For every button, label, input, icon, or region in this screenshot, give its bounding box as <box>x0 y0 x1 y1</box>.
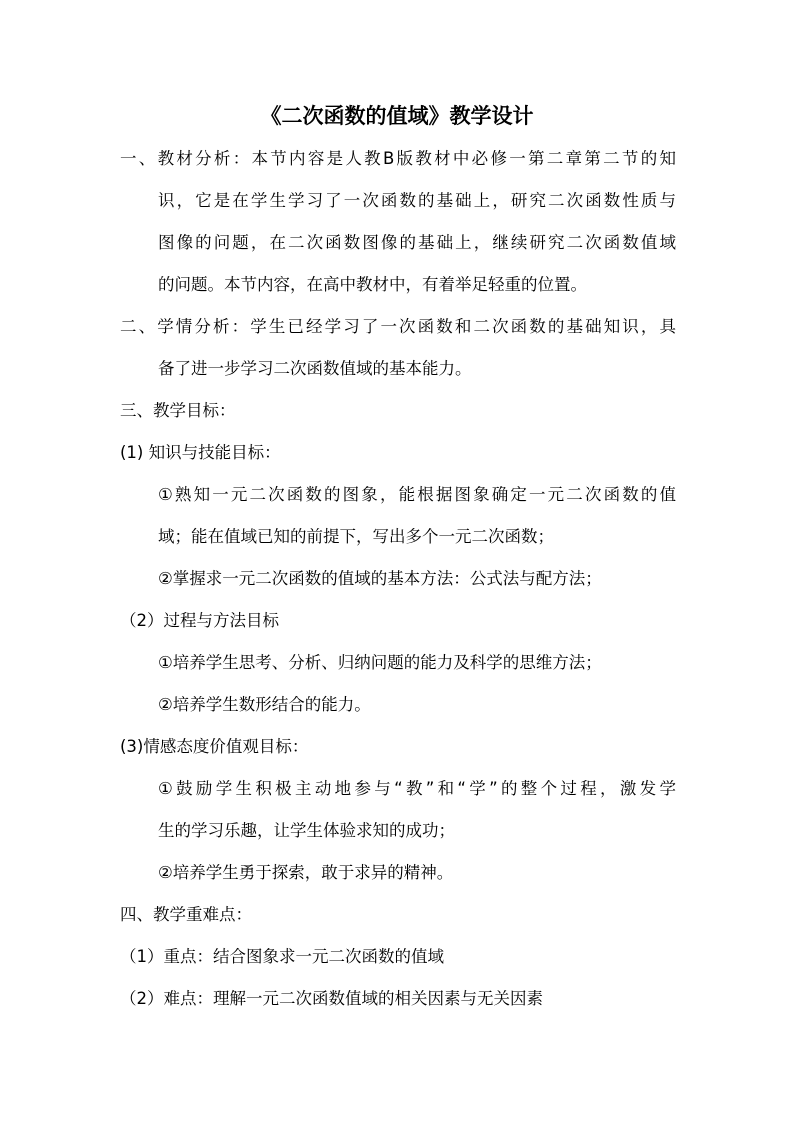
section-1-line-3: 图像的问题，在二次函数图像的基础上，继续研究二次函数值域 <box>158 233 676 252</box>
section-1-line-1: 一、教材分析：本节内容是人教B版教材中必修一第二章第二节的知 <box>120 149 676 168</box>
goal-2-heading: （2）过程与方法目标 <box>120 611 279 630</box>
goal-3-item-1-line-2: 生的学习乐趣，让学生体验求知的成功； <box>158 821 455 840</box>
goal-3-item-1-line-1: ①鼓励学生积极主动地参与“教”和“学”的整个过程，激发学 <box>158 779 676 798</box>
section-1-line-4: 的问题。本节内容，在高中教材中，有着举足轻重的位置。 <box>158 275 587 294</box>
key-point: （1）重点：结合图象求一元二次函数的值域 <box>120 947 444 966</box>
goal-1-item-1-line-2: 域；能在值域已知的前提下，写出多个一元二次函数； <box>158 527 554 546</box>
goal-1-heading: (1) 知识与技能目标： <box>120 443 281 462</box>
document-title: 《二次函数的值域》教学设计 <box>260 103 534 128</box>
section-4-heading: 四、教学重难点： <box>120 905 252 924</box>
section-3-heading: 三、教学目标： <box>120 401 236 420</box>
goal-2-item-1: ①培养学生思考、分析、归纳问题的能力及科学的思维方法； <box>158 653 602 672</box>
goal-3-item-2: ②培养学生勇于探索，敢于求异的精神。 <box>158 863 454 882</box>
section-2-line-1: 二、学情分析：学生已经学习了一次函数和二次函数的基础知识，具 <box>120 317 676 336</box>
goal-1-item-1-line-1: ①熟知一元二次函数的图象，能根据图象确定一元二次函数的值 <box>158 485 676 504</box>
section-1-line-2: 识，它是在学生学习了一次函数的基础上，研究二次函数性质与 <box>158 191 676 210</box>
goal-1-item-2: ②掌握求一元二次函数的值域的基本方法：公式法与配方法； <box>158 569 602 588</box>
goal-2-item-2: ②培养学生数形结合的能力。 <box>158 695 371 714</box>
difficult-point: （2）难点：理解一元二次函数值域的相关因素与无关因素 <box>120 989 543 1008</box>
section-2-line-2: 备了进一步学习二次函数值域的基本能力。 <box>158 359 472 378</box>
goal-3-heading: (3)情感态度价值观目标： <box>120 737 309 756</box>
